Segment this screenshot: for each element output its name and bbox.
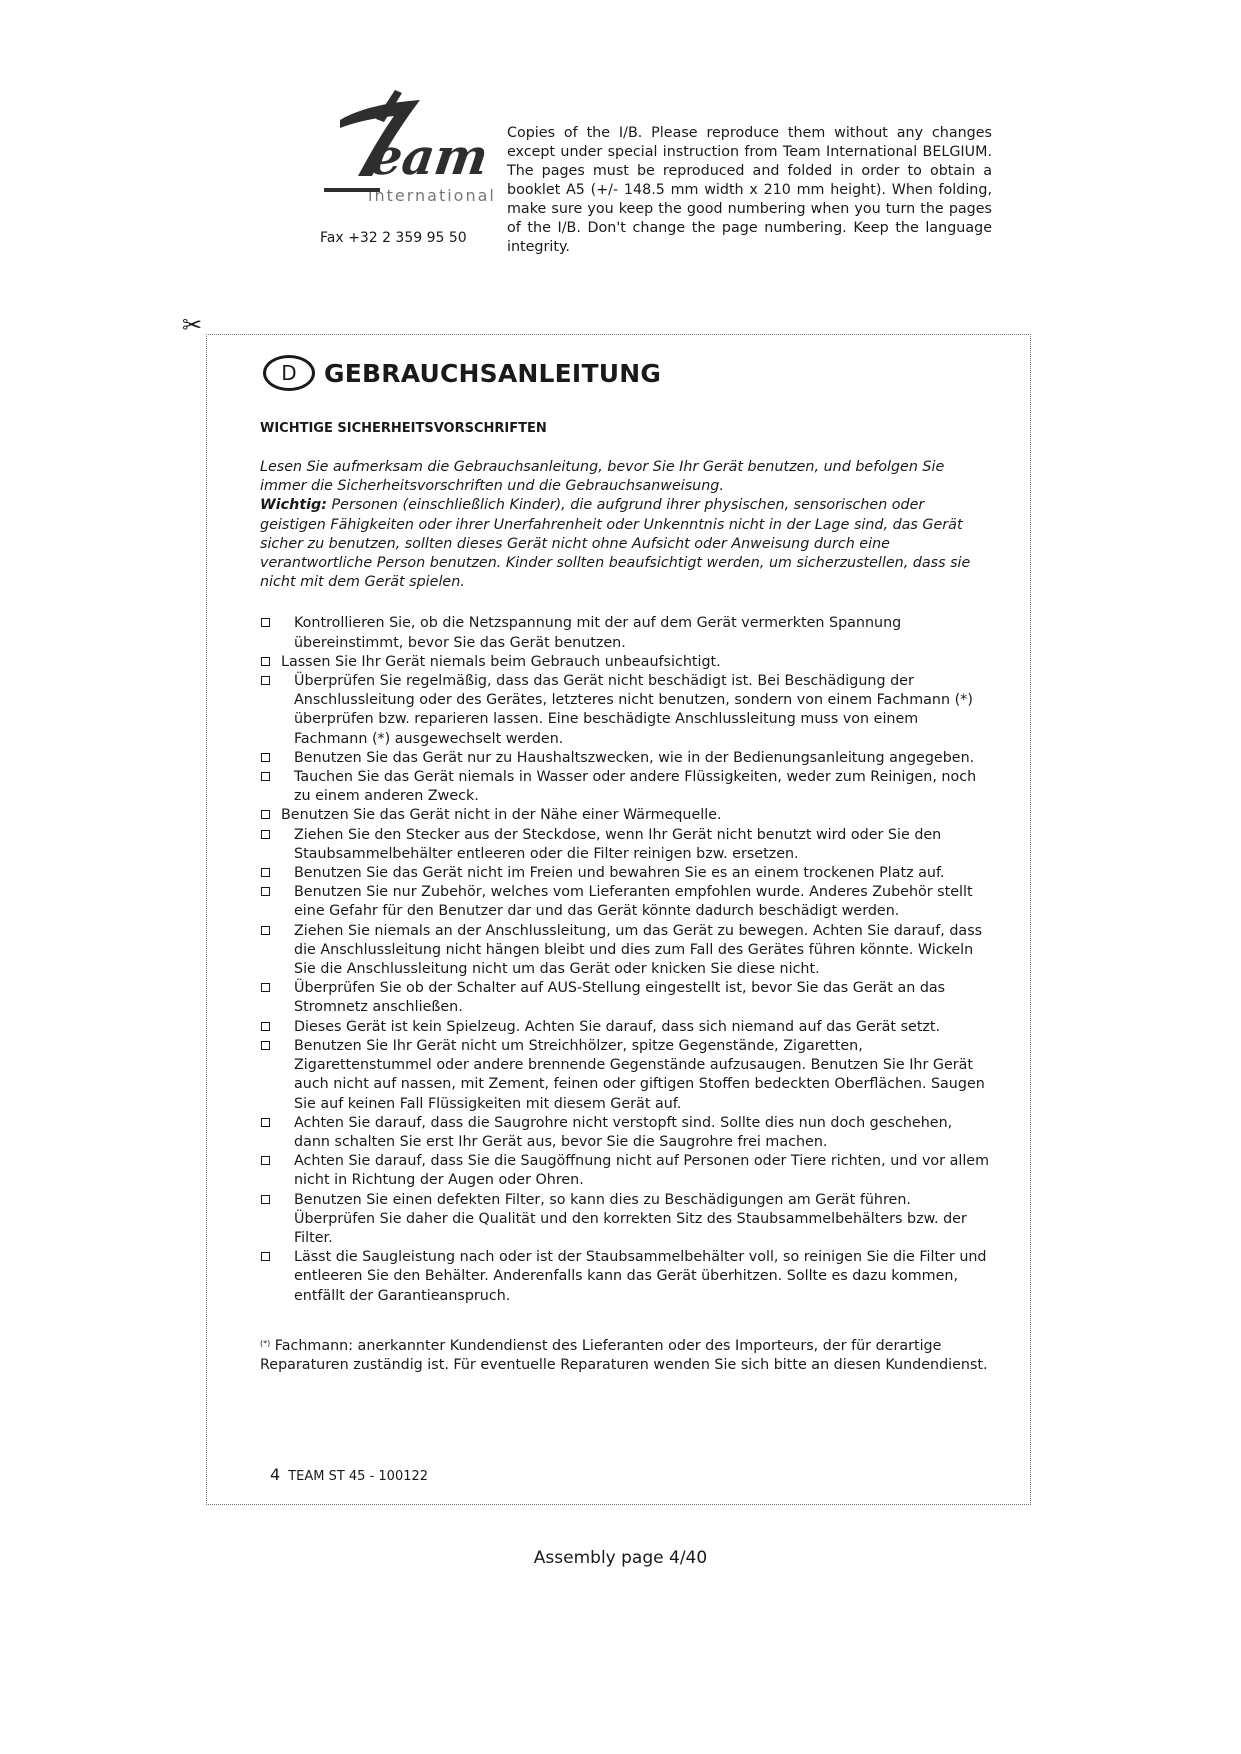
page-title: GEBRAUCHSANLEITUNG (324, 358, 662, 388)
rule-text: Ziehen Sie niemals an der Anschlussleitung, um das Gerät zu bewegen. Achten Sie darauf, dass die Anschlussleitung nicht hängen bleibt und dies zum Fall des Gerätes führen könnte. Wickeln Sie die Anschlussleitung nicht um das Gerät oder knicken Sie diese nicht. (294, 922, 983, 978)
rule-text: Benutzen Sie einen defekten Filter, so kann dies zu Beschädigungen am Gerät führen. Überprüfen Sie daher die Qualität und den korrekten Sitz des Staubsammelbehälters bzw. der Filter. (294, 1191, 967, 1246)
rule-text: Überprüfen Sie ob der Schalter auf AUS-Stellung eingestellt ist, bevor Sie das Gerät an das Stromnetz anschließen. (294, 980, 946, 1016)
intro-text: Lesen Sie aufmerksam die Gebrauchsanleitung, bevor Sie Ihr Gerät benutzen, und befolgen Sie immer die Sicherheitsvorschriften und die Gebrauchsanweisung. (260, 459, 945, 495)
checkbox-bullet-icon (261, 753, 270, 762)
checkbox-bullet-icon (261, 830, 270, 839)
rule-text: Lässt die Saugleistung nach oder ist der Staubsammelbehälter voll, so reinigen Sie die Filter und entleeren Sie den Behälter. Anderenfalls kann das Gerät überhitzen. Sollte es dazu kommen, entfällt der Garantieanspruch. (294, 1249, 987, 1304)
checkbox-bullet-icon (261, 1195, 270, 1204)
checkbox-bullet-icon (261, 1156, 270, 1165)
list-item (260, 883, 990, 921)
list-item (260, 672, 990, 749)
list-item (260, 1152, 990, 1190)
fax-number: Fax +32 2 359 95 50 (320, 230, 467, 246)
list-item (260, 1248, 990, 1306)
list-item (260, 1018, 990, 1037)
list-item (260, 979, 990, 1017)
rule-text: Dieses Gerät ist kein Spielzeug. Achten Sie darauf, dass sich niemand auf das Gerät setzt. (294, 1018, 941, 1035)
scissors-icon: ✂ (182, 311, 203, 339)
checkbox-bullet-icon (261, 772, 270, 781)
rule-text: Benutzen Sie das Gerät nicht im Freien und bewahren Sie es an einem trockenen Platz auf. (294, 865, 945, 882)
section-heading: WICHTIGE SICHERHEITSVORSCHRIFTEN (260, 421, 547, 436)
safety-rules-list (260, 614, 990, 1305)
page-footer (270, 1465, 428, 1484)
checkbox-bullet-icon (261, 618, 270, 627)
list-item (260, 1037, 990, 1114)
warning-text: Personen (einschließlich Kinder), die aufgrund ihrer physischen, sensorischen oder geistigen Fähigkeiten oder ihrer Unerfahrenheit oder Unkenntnis nicht in der Lage sind, das Gerät sicher zu benutzen, sollten dieses Gerät nicht ohne Aufsicht oder Anweisung durch eine verantwortliche Person benutzen. Kinder sollten beaufsichtigt werden, um sicherzustellen, dass sie nicht mit dem Gerät spielen. (260, 497, 971, 591)
list-item (260, 653, 990, 672)
rule-text: Achten Sie darauf, dass die Saugrohre nicht verstopft sind. Sollte dies nun doch geschehen, dann schalten Sie erst Ihr Gerät aus, bevor Sie die Saugrohre frei machen. (294, 1114, 953, 1150)
warning-label: Wichtig: (260, 497, 328, 514)
assembly-page-label: Assembly page 4/40 (533, 1548, 708, 1568)
rule-text: Benutzen Sie das Gerät nicht in der Nähe einer Wärmequelle. (281, 807, 722, 824)
list-item (260, 614, 990, 652)
page-number: 4 (270, 1465, 281, 1484)
rule-text: Benutzen Sie nur Zubehör, welches vom Lieferanten empfohlen wurde. Anderes Zubehör stellt eine Gefahr für den Benutzer dar und das Gerät könnte dadurch beschädigt werden. (294, 884, 973, 920)
footnote-mark: (*) (260, 1338, 271, 1348)
list-item (260, 806, 990, 825)
rule-text: Kontrollieren Sie, ob die Netzspannung mit der auf dem Gerät vermerkten Spannung übereinstimmt, bevor Sie das Gerät benutzen. (294, 615, 902, 651)
list-item (260, 768, 990, 806)
intro-paragraph (260, 458, 990, 592)
list-item (260, 864, 990, 883)
rule-text: Lassen Sie Ihr Gerät niemals beim Gebrauch unbeaufsichtigt. (281, 653, 721, 670)
rule-text: Benutzen Sie das Gerät nur zu Haushaltszwecken, wie in der Bedienungsanleitung angegeben. (294, 749, 975, 766)
checkbox-bullet-icon (261, 810, 270, 819)
checkbox-bullet-icon (261, 983, 270, 992)
checkbox-bullet-icon (261, 887, 270, 896)
rule-text: Tauchen Sie das Gerät niemals in Wasser oder andere Flüssigkeiten, weder zum Reinigen, noch zu einem anderen Zweck. (294, 769, 977, 805)
checkbox-bullet-icon (261, 1252, 270, 1261)
rule-text: Ziehen Sie den Stecker aus der Steckdose, wenn Ihr Gerät nicht benutzt wird oder Sie den Staubsammelbehälter entleeren oder die Filter reinigen bzw. ersetzen. (294, 826, 942, 862)
list-item (260, 826, 990, 864)
language-badge: D (263, 355, 315, 391)
list-item (260, 1191, 990, 1249)
svg-text:international: international (368, 186, 496, 205)
rule-text: Benutzen Sie Ihr Gerät nicht um Streichhölzer, spitze Gegenstände, Zigaretten, Zigarettenstummel oder andere brennende Gegenstände aufzusaugen. Benutzen Sie Ihr Gerät auch nicht auf nassen, mit Zement, feinen oder giftigen Stoffen bedeckten Oberflächen. Saugen Sie auf keinen Fall Flüssigkeiten mit diesem Gerät auf. (294, 1037, 985, 1112)
team-international-logo (310, 90, 496, 220)
manual-page (260, 355, 990, 1375)
reproduction-instructions: Copies of the I/B. Please reproduce them without any changes except under special instruction from Team International BELGIUM. The pages must be reproduced and folded in order to obtain a booklet A5 (+/- 148.5 mm width x 210 mm height). When folding, make sure you keep the good numbering when you turn the pages of the I/B. Don't change the page numbering. Keep the language integrity. (507, 125, 992, 255)
footnote (260, 1334, 990, 1375)
footnote-text: Fachmann: anerkannter Kundendienst des Lieferanten oder des Importeurs, der für derartige Reparaturen zuständig ist. Für eventuelle Reparaturen wenden Sie sich bitte an diesen Kundendienst. (260, 1337, 988, 1373)
rule-text: Überprüfen Sie regelmäßig, dass das Gerät nicht beschädigt ist. Bei Beschädigung der Anschlussleitung oder des Gerätes, letzteres nicht benutzen, sondern von einem Fachmann (*) überprüfen bzw. reparieren lassen. Eine beschädigte Anschlussleitung muss von einem Fachmann (*) ausgewechselt werden. (294, 673, 973, 747)
list-item (260, 749, 990, 768)
checkbox-bullet-icon (261, 676, 270, 685)
list-item (260, 1114, 990, 1152)
checkbox-bullet-icon (261, 657, 270, 666)
checkbox-bullet-icon (261, 1118, 270, 1127)
checkbox-bullet-icon (261, 1041, 270, 1050)
rule-text: Achten Sie darauf, dass Sie die Saugöffnung nicht auf Personen oder Tiere richten, und vor allem nicht in Richtung der Augen oder Ohren. (294, 1153, 990, 1189)
checkbox-bullet-icon (261, 1022, 270, 1031)
model-reference: TEAM ST 45 - 100122 (288, 1469, 429, 1484)
checkbox-bullet-icon (261, 926, 270, 935)
checkbox-bullet-icon (261, 868, 270, 877)
manual-title (263, 355, 990, 391)
list-item (260, 922, 990, 980)
svg-text:eam: eam (366, 127, 492, 186)
